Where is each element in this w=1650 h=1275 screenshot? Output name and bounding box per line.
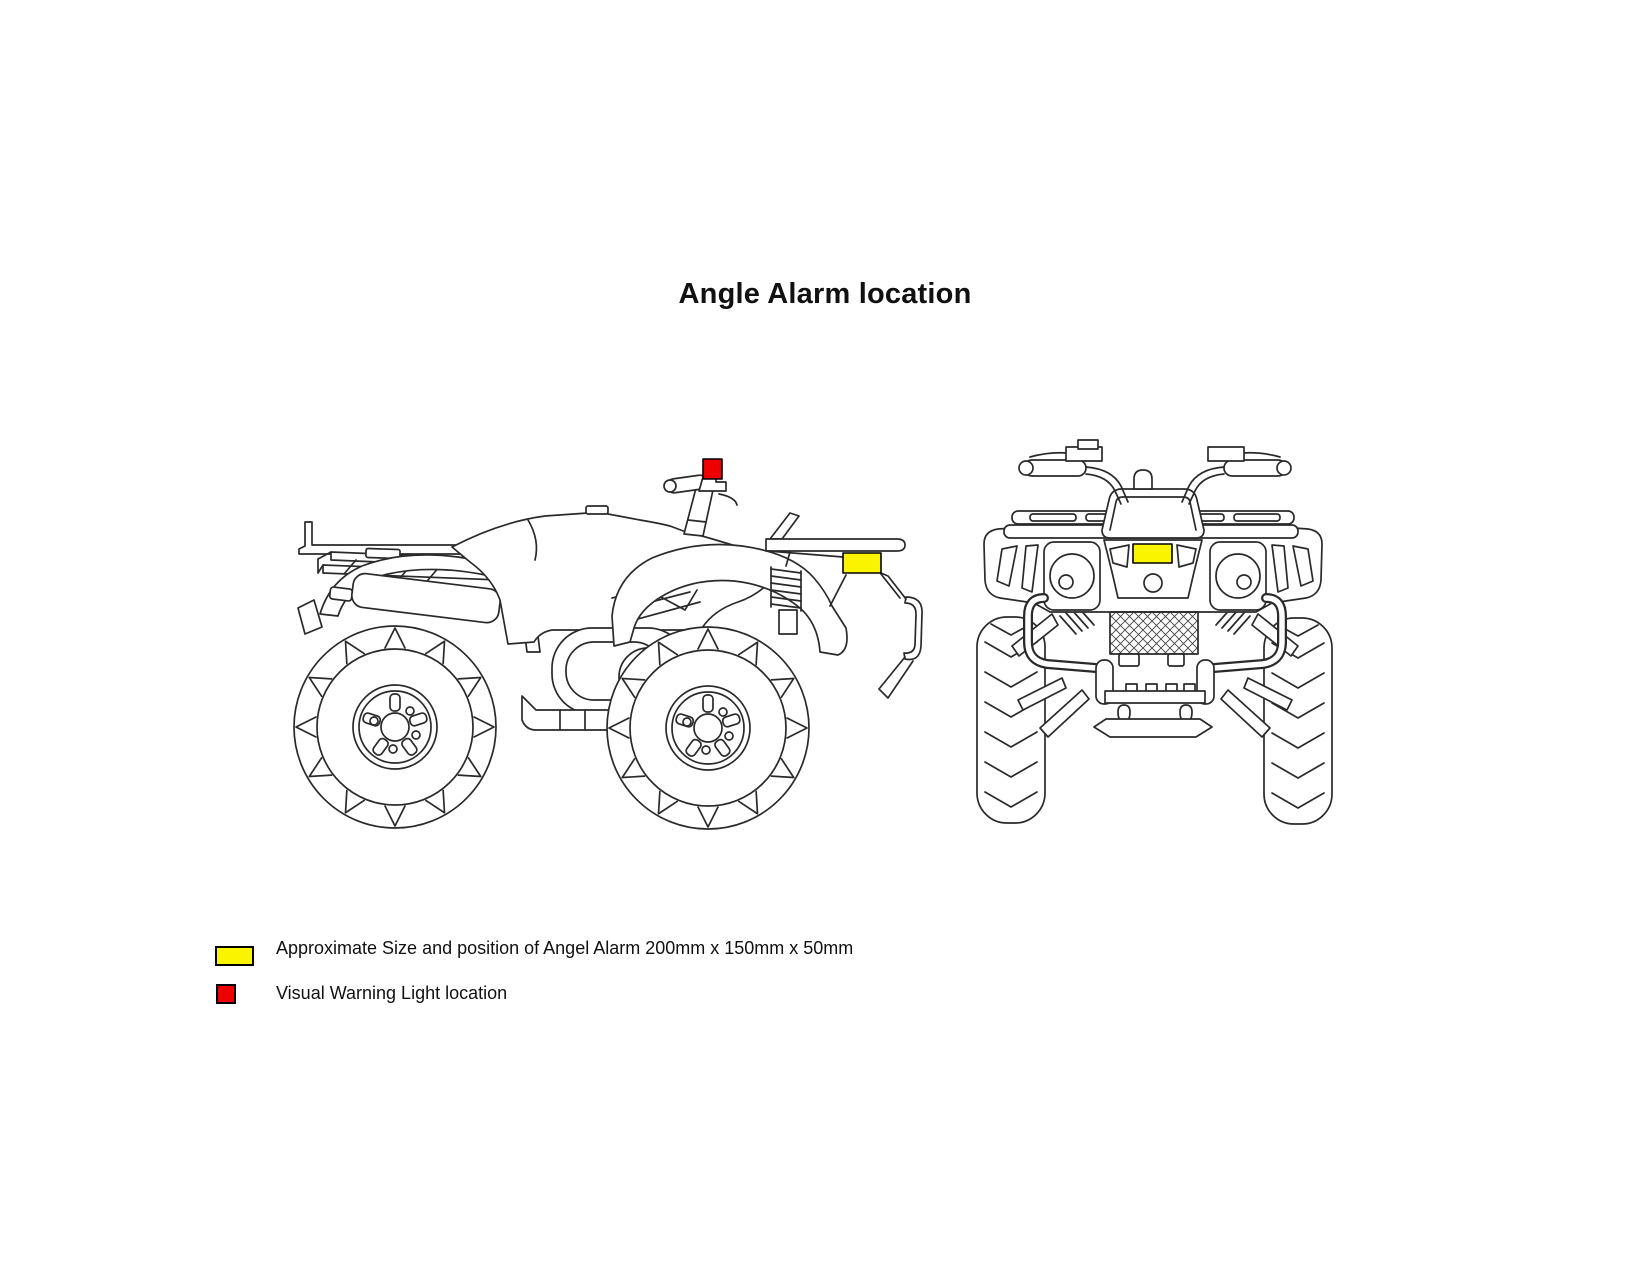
legend-warning-light-label: Visual Warning Light location [276, 983, 508, 1003]
atv-front-view-drawing [977, 440, 1332, 824]
side-front-wheel [607, 627, 809, 829]
front-grille [1110, 612, 1198, 654]
page-title: Angle Alarm location [678, 278, 972, 310]
side-front-rack [766, 513, 905, 557]
alarm-marker-front [1133, 544, 1172, 563]
atv-side-view-drawing [294, 459, 922, 829]
side-rear-wheel [294, 626, 496, 828]
legend-warning-light-swatch [216, 984, 236, 1004]
front-left-tire [977, 617, 1045, 823]
legend-alarm-swatch [215, 946, 254, 966]
alarm-marker-side [843, 553, 881, 573]
side-front-bumper [879, 573, 922, 698]
front-right-tire [1264, 618, 1332, 824]
side-handlebar [664, 474, 737, 536]
side-exhaust-muffler [329, 572, 501, 624]
warning-light-marker-side [703, 459, 722, 479]
legend-alarm-label: Approximate Size and position of Angel Alarm 200mm x 150mm x 50mm [276, 938, 854, 958]
